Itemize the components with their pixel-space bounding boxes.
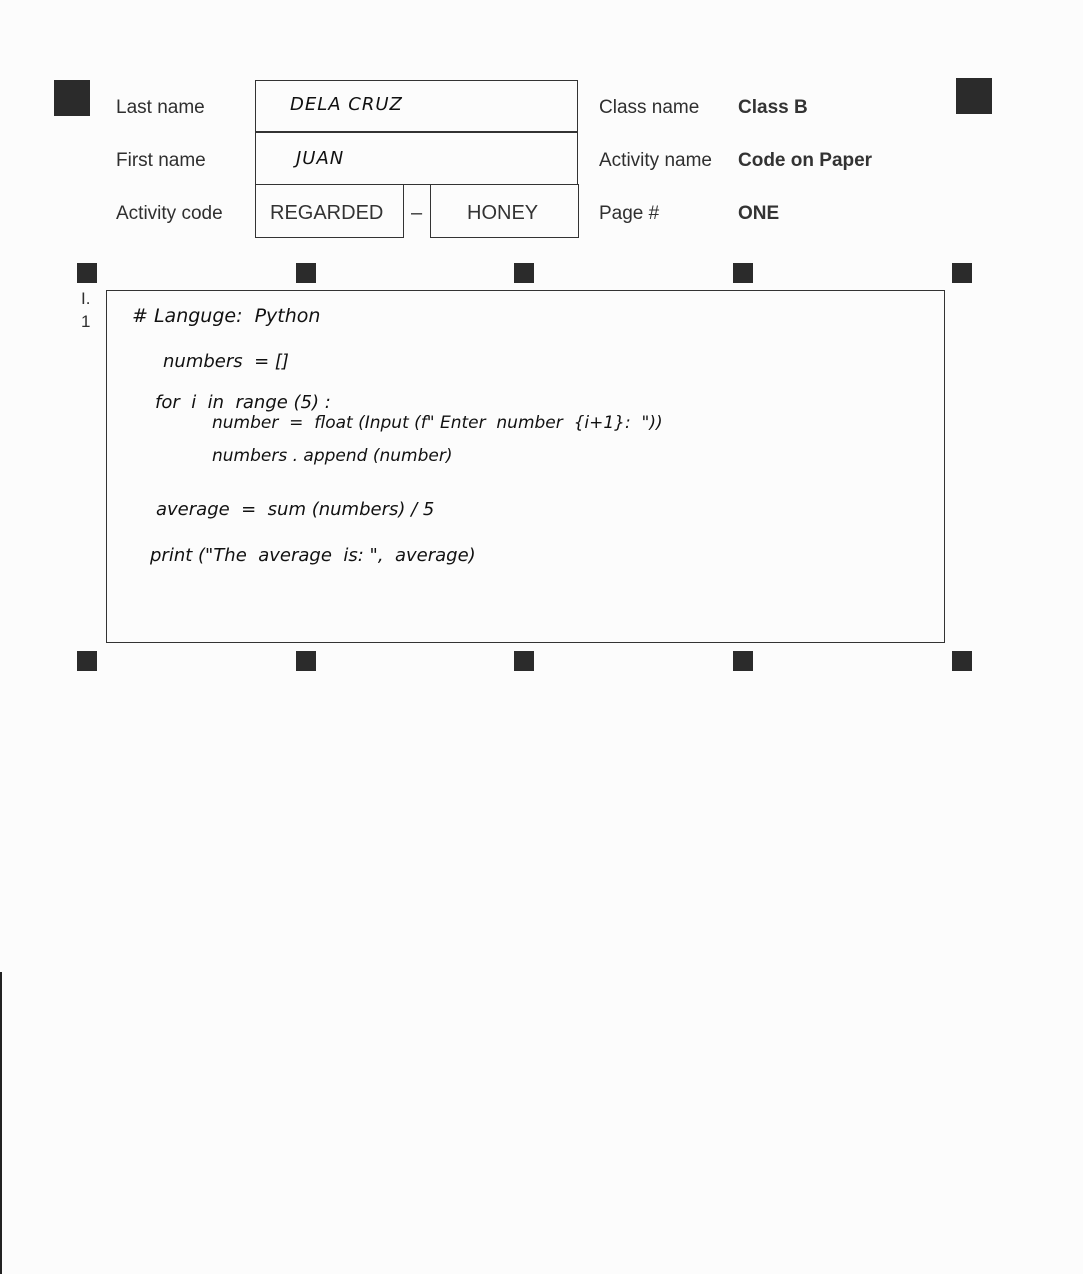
- last-name-value: DELA CRUZ: [290, 94, 403, 115]
- registration-mark-row2-4: [733, 651, 753, 671]
- first-name-value: JUAN: [296, 148, 345, 169]
- registration-mark-row1-5: [952, 263, 972, 283]
- registration-mark-row1-4: [733, 263, 753, 283]
- answer-line-2: numbers = []: [163, 351, 289, 372]
- answer-line-5: numbers . append (number): [212, 446, 453, 466]
- activity-code-part2: HONEY: [467, 202, 539, 224]
- registration-mark-row1-1: [77, 263, 97, 283]
- activity-name-value: Code on Paper: [738, 150, 873, 171]
- answer-line-3: for i in range (5) :: [155, 392, 331, 413]
- registration-mark-row2-5: [952, 651, 972, 671]
- registration-mark-row1-2: [296, 263, 316, 283]
- answer-line-1: # Languge: Python: [132, 305, 321, 327]
- registration-mark-row1-3: [514, 263, 534, 283]
- last-name-label: Last name: [116, 97, 205, 118]
- answer-line-7: print ("The average is: ", average): [150, 545, 476, 566]
- scan-edge-line: [0, 972, 2, 1274]
- answer-box[interactable]: [106, 290, 945, 643]
- question-number-line1: I.: [81, 289, 91, 308]
- registration-mark-row2-2: [296, 651, 316, 671]
- activity-code-part1: REGARDED: [270, 202, 384, 224]
- activity-code-separator: –: [411, 202, 423, 224]
- answer-line-4: number = float (Input (f" Enter number {i+1}: ")): [212, 413, 663, 433]
- class-name-value: Class B: [738, 97, 808, 118]
- registration-mark-row2-1: [77, 651, 97, 671]
- registration-mark-top-right: [956, 78, 992, 114]
- registration-mark-top-left: [54, 80, 90, 116]
- first-name-label: First name: [116, 150, 206, 171]
- class-name-label: Class name: [599, 97, 700, 118]
- activity-name-label: Activity name: [599, 150, 712, 171]
- activity-code-label: Activity code: [116, 203, 223, 224]
- question-number-line2: 1: [81, 312, 91, 331]
- registration-mark-row2-3: [514, 651, 534, 671]
- page-number-label: Page #: [599, 203, 660, 224]
- page-number-value: ONE: [738, 203, 780, 224]
- answer-line-6: average = sum (numbers) / 5: [156, 499, 435, 520]
